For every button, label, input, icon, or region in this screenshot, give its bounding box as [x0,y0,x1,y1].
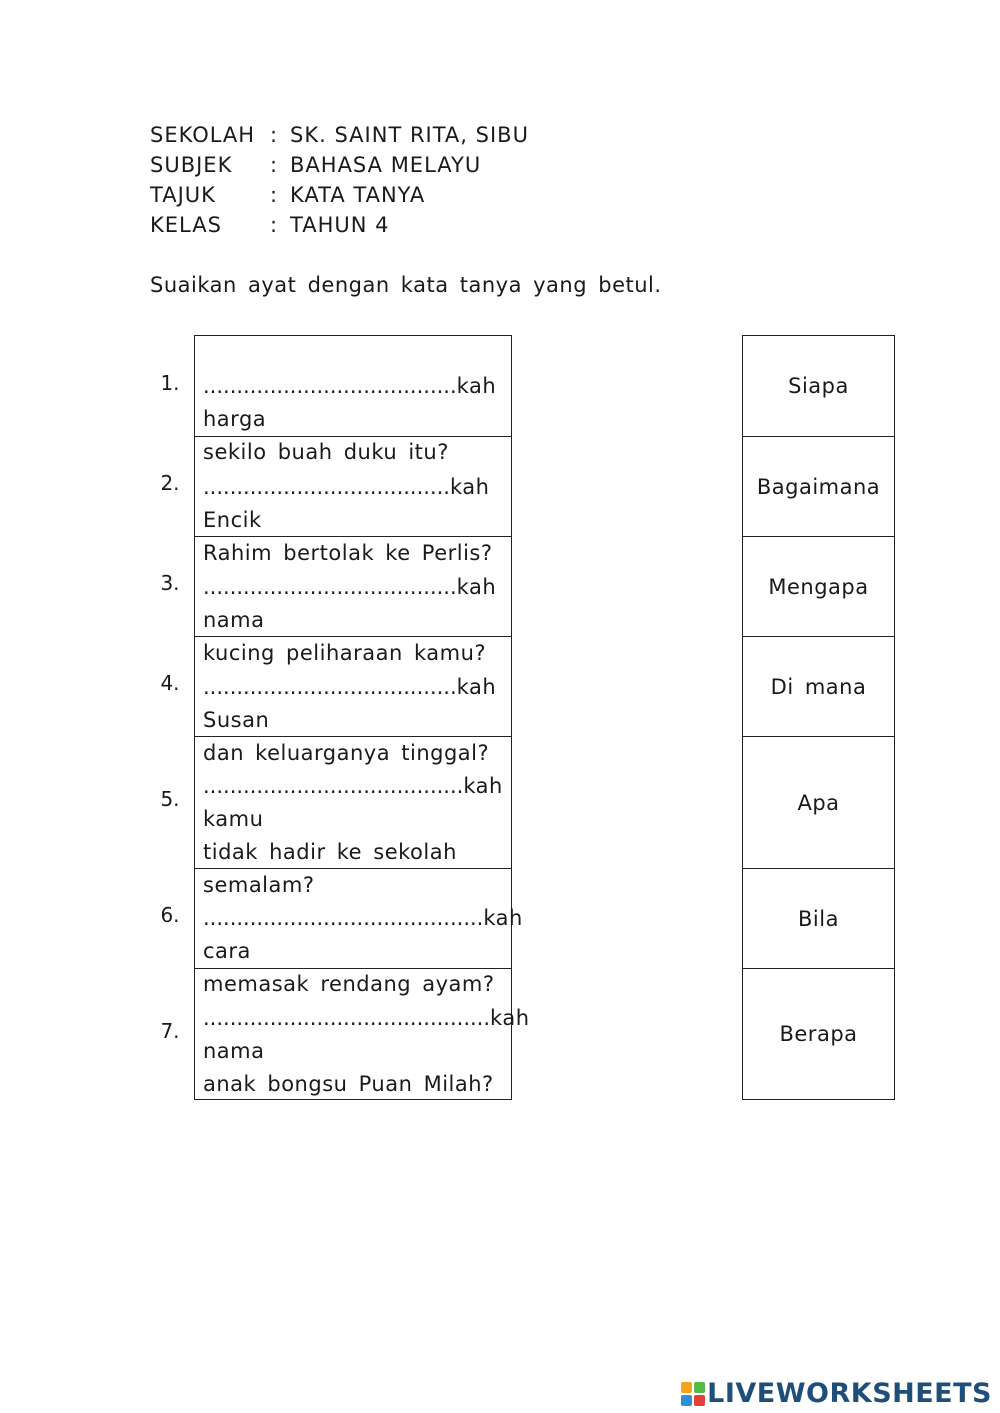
header-label: SUBJEK [150,153,233,177]
question-number: 6. [160,903,180,927]
question-line: memasak rendang ayam? [203,972,495,996]
question-row[interactable] [195,336,511,464]
liveworksheets-logo [681,1378,992,1409]
question-line: kah nama [203,575,497,632]
question-line: kah cara [203,906,523,963]
question-line: kah Encik [203,475,490,532]
question-line: anak bongsu Puan Milah? [203,1072,494,1096]
question-line: sekilo buah duku itu? [203,440,449,464]
answer-blank[interactable]: ...................................... [203,575,457,599]
question-line: semalam? [203,873,315,897]
logo-mark-v [681,1395,692,1406]
header-label: KELAS [150,213,222,237]
header-label: SEKOLAH [150,123,256,147]
question-number: 7. [160,1019,180,1043]
answer-blank[interactable]: .......................................... [203,906,484,930]
question-row[interactable] [195,636,511,765]
question-line: tidak hadir ke sekolah [203,840,457,864]
question-row[interactable] [195,536,511,665]
header-value: TAHUN 4 [290,213,390,237]
question-line: kah kamu [203,774,503,831]
header-row-school [150,120,529,150]
answers-table [742,335,895,1100]
answer-blank[interactable]: ........................................... [203,1006,491,1030]
worksheet-header [150,120,529,240]
header-value: SK. SAINT RITA, SIBU [290,123,529,147]
question-row[interactable] [195,736,511,897]
question-number: 2. [160,471,180,495]
questions-table [194,335,530,1100]
instruction-text: Suaikan ayat dengan kata tanya yang betul. [150,273,662,297]
question-row[interactable] [195,436,511,565]
header-colon: : [270,123,279,147]
question-line: kah nama [203,1006,530,1063]
header-label: TAJUK [150,183,216,207]
header-colon: : [270,213,279,237]
answer-blank[interactable]: ....................................... [203,774,464,798]
question-number: 4. [160,671,180,695]
header-value: KATA TANYA [290,183,426,207]
header-row-subject [150,150,529,180]
answer-option[interactable]: Apa [743,736,894,868]
logo-icon [681,1382,705,1406]
header-colon: : [270,183,279,207]
header-row-title [150,180,529,210]
answer-option[interactable]: Siapa [788,374,849,398]
answer-blank[interactable]: ...................................... [203,374,457,398]
answer-option[interactable]: Berapa [743,968,894,1099]
answer-option[interactable]: Bila [743,868,894,968]
logo-mark-i [694,1382,705,1393]
answer-option[interactable]: Mengapa [743,536,894,636]
logo-text: LIVEWORKSHEETS [707,1378,992,1409]
header-colon: : [270,153,279,177]
question-row[interactable] [195,868,523,996]
logo-mark-l [681,1382,692,1393]
question-line: dan keluarganya tinggal? [203,741,490,765]
answer-blank[interactable]: ...................................... [203,675,457,699]
answer-option[interactable]: Di mana [743,636,894,736]
question-row[interactable] [195,968,530,1099]
question-line: kah harga [203,374,497,431]
answer-option[interactable]: Bagaimana [743,436,894,536]
question-number: 1. [160,371,180,395]
header-row-class [150,210,529,240]
header-value: BAHASA MELAYU [290,153,482,177]
question-line: kucing peliharaan kamu? [203,641,487,665]
answer-blank[interactable]: ..................................... [203,475,450,499]
question-number: 5. [160,787,180,811]
logo-mark-e [694,1395,705,1406]
question-line: kah Susan [203,675,497,732]
question-line: Rahim bertolak ke Perlis? [203,541,493,565]
question-number: 3. [160,571,180,595]
